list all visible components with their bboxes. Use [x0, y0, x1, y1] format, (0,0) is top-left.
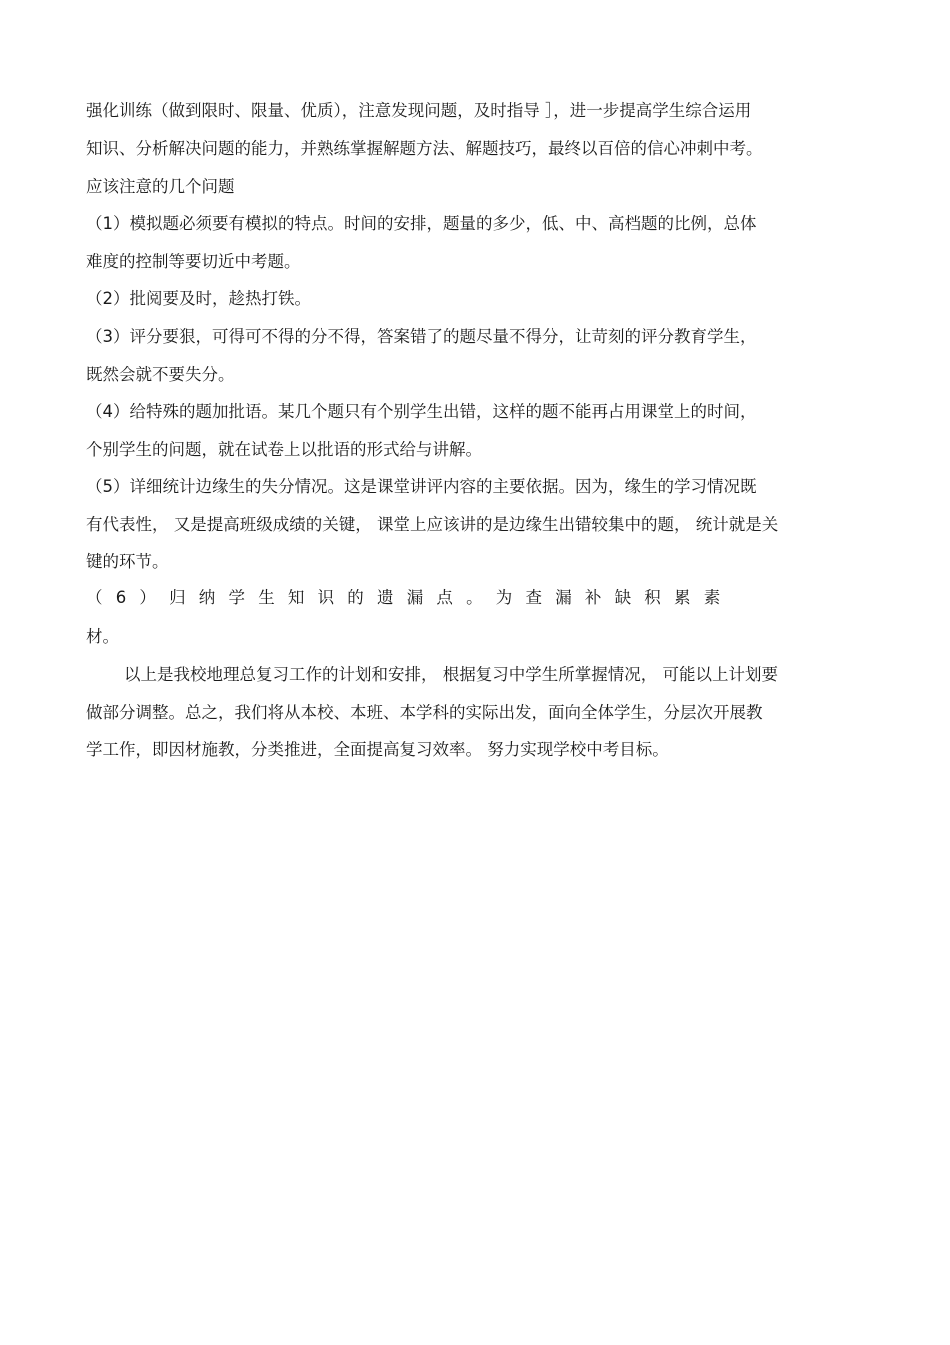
text-line: （1）模拟题必须要有模拟的特点。时间的安排，题量的多少，低、中、高档题的比例，总体 [86, 214, 757, 233]
text-line: （6）归纳学生知识的遗漏点。为查漏补缺积累素 [86, 588, 734, 607]
text-line: 个别学生的问题，就在试卷上以批语的形式给与讲解。 [86, 440, 482, 459]
text-line: 材。 [86, 627, 119, 646]
text-line: 做部分调整。总之，我们将从本校、本班、本学科的实际出发，面向全体学生，分层次开展教 [86, 703, 763, 722]
text-line: 有代表性， 又是提高班级成绩的关键， 课堂上应该讲的是边缘生出错较集中的题， 统计就是关 [86, 515, 779, 534]
text-line: 既然会就不要失分。 [86, 365, 235, 384]
text-line: 难度的控制等要切近中考题。 [86, 252, 301, 271]
text-line: （5）详细统计边缘生的失分情况。这是课堂讲评内容的主要依据。因为，缘生的学习情况既 [86, 477, 757, 496]
paragraph-first-line: 以上是我校地理总复习工作的计划和安排， 根据复习中学生所掌握情况， 可能以上计划要 [124, 665, 778, 684]
text-line: （4）给特殊的题加批语。某几个题只有个别学生出错，这样的题不能再占用课堂上的时间， [86, 402, 757, 421]
text-line: （3）评分要狠，可得可不得的分不得，答案错了的题尽量不得分，让苛刻的评分教育学生， [86, 327, 757, 346]
section-heading: 应该注意的几个问题 [86, 177, 235, 196]
text-line: 键的环节。 [86, 552, 169, 571]
text-line: 强化训练（做到限时、限量、优质），注意发现问题，及时指导 ］，进一步提高学生综合运用 [86, 101, 752, 120]
text-line: 学工作，即因材施教，分类推进，全面提高复习效率。 努力实现学校中考目标。 [86, 740, 669, 759]
text-line: 知识、分析解决问题的能力，并熟练掌握解题方法、解题技巧，最终以百倍的信心冲刺中考。 [86, 139, 763, 158]
text-line: （2）批阅要及时，趁热打铁。 [86, 289, 311, 308]
